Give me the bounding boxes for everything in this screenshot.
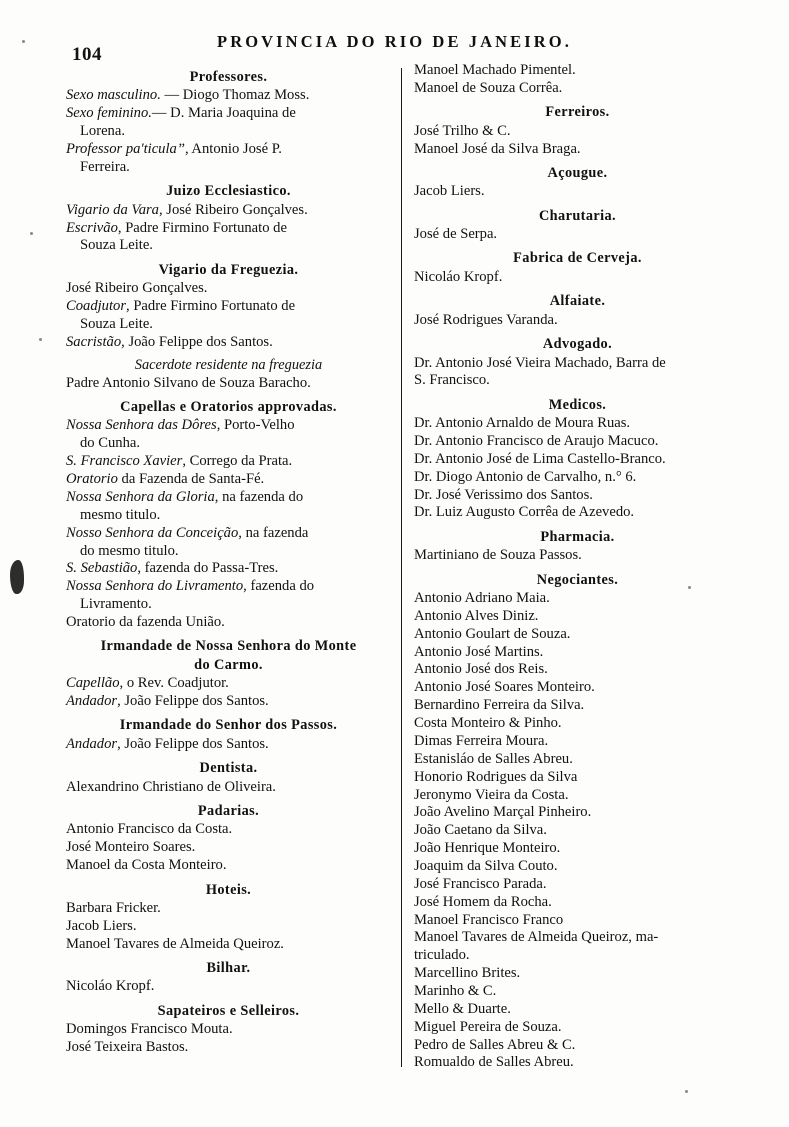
section-heading: Dentista. — [199, 760, 258, 777]
directory-entry-continuation: Lorena. — [80, 123, 125, 140]
directory-entry: Costa Monteiro & Pinho. — [414, 715, 562, 732]
directory-entry: Nossa Senhora da Gloria, na fazenda do — [66, 488, 304, 505]
section-heading-continuation: do Carmo. — [194, 656, 263, 673]
directory-entry: Capellão, o Rev. Coadjutor. — [66, 675, 229, 692]
section-heading: Professores. — [189, 69, 268, 85]
directory-entry: Dr. Antonio Francisco de Araujo Macuco. — [414, 433, 659, 450]
directory-entry: José Homem da Rocha. — [414, 893, 552, 910]
section-heading: Sapateiros e Selleiros. — [157, 1002, 300, 1019]
directory-entry: Dr. José Verissimo dos Santos. — [414, 486, 593, 503]
directory-entry: Estanisláo de Salles Abreu. — [414, 750, 573, 767]
section-heading: Padarias. — [197, 802, 260, 819]
directory-entry: Antonio José Soares Monteiro. — [414, 679, 595, 696]
directory-entry: Jacob Liers. — [414, 183, 485, 200]
left-column — [66, 62, 401, 1067]
directory-entry: Manoel de Souza Corrêa. — [414, 79, 563, 96]
directory-entry: Padre Antonio Silvano de Souza Baracho. — [66, 374, 311, 391]
section-heading: Fabrica de Cerveja. — [513, 250, 642, 267]
page-number: 104 — [72, 44, 102, 65]
section-subheading: Sacerdote residente na freguezia — [134, 357, 323, 374]
directory-entry: Antonio Francisco da Costa. — [66, 821, 233, 838]
directory-entry: Antonio José Martins. — [414, 643, 544, 660]
directory-entry: José Trilho & C. — [414, 122, 511, 139]
ink-blot-artifact — [10, 560, 24, 594]
directory-entry: Antonio Adriano Maia. — [414, 590, 550, 607]
directory-entry: Manoel José da Silva Braga. — [414, 140, 581, 157]
directory-entry: Nicoláo Kropf. — [414, 268, 503, 285]
right-column — [412, 62, 741, 1071]
speck-artifact-1 — [22, 40, 25, 43]
running-head: PROVINCIA DO RIO DE JANEIRO. — [217, 32, 572, 51]
directory-entry: Manoel Machado Pimentel. — [414, 62, 576, 78]
section-heading: Irmandade do Senhor dos Passos. — [119, 717, 338, 734]
directory-entry: Manoel Tavares de Almeida Queiroz, ma- — [414, 929, 659, 946]
directory-entry: José Ribeiro Gonçalves. — [66, 280, 208, 297]
directory-entry: João Caetano da Silva. — [414, 822, 547, 839]
directory-entry: João Avelino Marçal Pinheiro. — [414, 804, 592, 821]
directory-entry: Antonio Alves Diniz. — [414, 607, 539, 624]
directory-entry: Dr. Antonio Arnaldo de Moura Ruas. — [414, 415, 631, 432]
directory-entry: Dr. Luiz Augusto Corrêa de Azevedo. — [414, 504, 635, 521]
directory-entry-continuation: mesmo titulo. — [80, 506, 161, 523]
speck-artifact-4 — [688, 586, 691, 589]
section-heading: Irmandade de Nossa Senhora do Monte — [100, 638, 357, 655]
directory-entry: Coadjutor, Padre Firmino Fortunato de — [66, 298, 296, 315]
section-heading: Negociantes. — [536, 571, 619, 588]
directory-entry-continuation: do Cunha. — [80, 435, 140, 452]
directory-entry: Manoel Francisco Franco — [414, 911, 564, 928]
directory-entry-continuation: Souza Leite. — [80, 315, 153, 332]
directory-entry: Sacristão, João Felippe dos Santos. — [66, 333, 273, 350]
directory-entry: Antonio José dos Reis. — [414, 661, 548, 678]
section-heading: Hoteis. — [205, 881, 252, 898]
column-divider-rule — [401, 68, 402, 1067]
directory-entry: Oratorio da Fazenda de Santa-Fé. — [66, 471, 265, 488]
directory-entry: Dr. Antonio José Vieira Machado, Barra de — [414, 354, 666, 371]
speck-artifact-3 — [39, 338, 42, 341]
directory-entry-continuation: Souza Leite. — [80, 237, 153, 254]
directory-entry: Manoel da Costa Monteiro. — [66, 857, 227, 874]
directory-entry: Domingos Francisco Mouta. — [66, 1021, 233, 1038]
directory-entry: Honorio Rodrigues da Silva — [414, 768, 578, 785]
section-heading: Advogado. — [542, 336, 613, 353]
directory-entry: Alexandrino Christiano de Oliveira. — [66, 778, 276, 795]
directory-entry: Pedro de Salles Abreu & C. — [414, 1036, 576, 1053]
directory-entry: Jeronymo Vieira da Costa. — [414, 786, 569, 803]
directory-entry: Romualdo de Salles Abreu. — [414, 1054, 574, 1071]
directory-entry: Martiniano de Souza Passos. — [414, 547, 582, 564]
directory-entry: Dr. Diogo Antonio de Carvalho, n.° 6. — [414, 468, 637, 485]
section-heading: Ferreiros. — [545, 104, 610, 121]
section-heading: Alfaiate. — [549, 293, 606, 310]
section-heading: Medicos. — [548, 396, 607, 413]
directory-entry: Antonio Goulart de Souza. — [414, 625, 571, 642]
directory-entry: José Monteiro Soares. — [66, 839, 196, 856]
directory-entry: Andador, João Felippe dos Santos. — [66, 735, 269, 752]
directory-entry-continuation: Livramento. — [80, 596, 152, 613]
section-heading: Bilhar. — [206, 960, 251, 977]
directory-entry: José de Serpa. — [414, 226, 498, 243]
directory-entry: Mello & Duarte. — [414, 1000, 511, 1017]
directory-entry-continuation: do mesmo titulo. — [80, 542, 179, 559]
directory-entry: Dr. Antonio José de Lima Castello-Branco. — [414, 450, 666, 467]
section-heading: Juizo Ecclesiastico. — [166, 183, 291, 200]
directory-entry: Nosso Senhora da Conceição, na fazenda — [66, 524, 309, 541]
directory-entry: S. Francisco Xavier, Corrego da Prata. — [66, 453, 293, 470]
directory-entry: Marinho & C. — [414, 982, 497, 999]
directory-entry: Escrivão, Padre Firmino Fortunato de — [66, 219, 287, 236]
directory-entry: Miguel Pereira de Souza. — [414, 1018, 562, 1035]
two-column-body — [66, 62, 741, 1071]
speck-artifact-2 — [30, 232, 33, 235]
directory-entry: Dimas Ferreira Moura. — [414, 732, 549, 749]
directory-entry: Barbara Fricker. — [66, 899, 161, 916]
directory-entry: José Rodrigues Varanda. — [414, 311, 558, 328]
section-heading: Açougue. — [547, 164, 608, 181]
directory-entry-continuation: triculado. — [414, 947, 470, 964]
directory-entry: Nicoláo Kropf. — [66, 978, 155, 995]
directory-entry-continuation: Ferreira. — [80, 158, 130, 175]
directory-entry: Sexo masculino. — Diogo Thomaz Moss. — [66, 87, 310, 104]
directory-entry: Vigario da Vara, José Ribeiro Gonçalves. — [66, 201, 308, 218]
speck-artifact-5 — [685, 1090, 688, 1093]
directory-entry: José Teixeira Bastos. — [66, 1039, 189, 1056]
section-heading: Capellas e Oratorios approvadas. — [120, 399, 337, 416]
section-heading: Vigario da Freguezia. — [158, 261, 299, 278]
directory-entry: Professor pa'ticula”, Antonio José P. — [66, 141, 282, 158]
directory-entry: Marcellino Brites. — [414, 965, 521, 982]
directory-entry: Nossa Senhora das Dôres, Porto-Velho — [66, 417, 295, 434]
directory-entry: Joaquim da Silva Couto. — [414, 857, 558, 874]
directory-entry: Nossa Senhora do Livramento, fazenda do — [66, 578, 315, 595]
directory-entry: Oratorio da fazenda União. — [66, 613, 225, 630]
directory-entry: Jacob Liers. — [66, 917, 137, 934]
directory-entry: S. Sebastião, fazenda do Passa-Tres. — [66, 560, 279, 577]
directory-entry: Manoel Tavares de Almeida Queiroz. — [66, 935, 284, 952]
directory-entry-continuation: S. Francisco. — [414, 372, 490, 389]
directory-entry: Andador, João Felippe dos Santos. — [66, 693, 269, 710]
directory-entry: Sexo feminino.— D. Maria Joaquina de — [66, 105, 296, 122]
directory-entry: João Henrique Monteiro. — [414, 840, 561, 857]
directory-entry: Bernardino Ferreira da Silva. — [414, 697, 585, 714]
directory-entry: José Francisco Parada. — [414, 875, 547, 892]
section-heading: Pharmacia. — [540, 528, 615, 545]
section-heading: Charutaria. — [538, 207, 617, 224]
